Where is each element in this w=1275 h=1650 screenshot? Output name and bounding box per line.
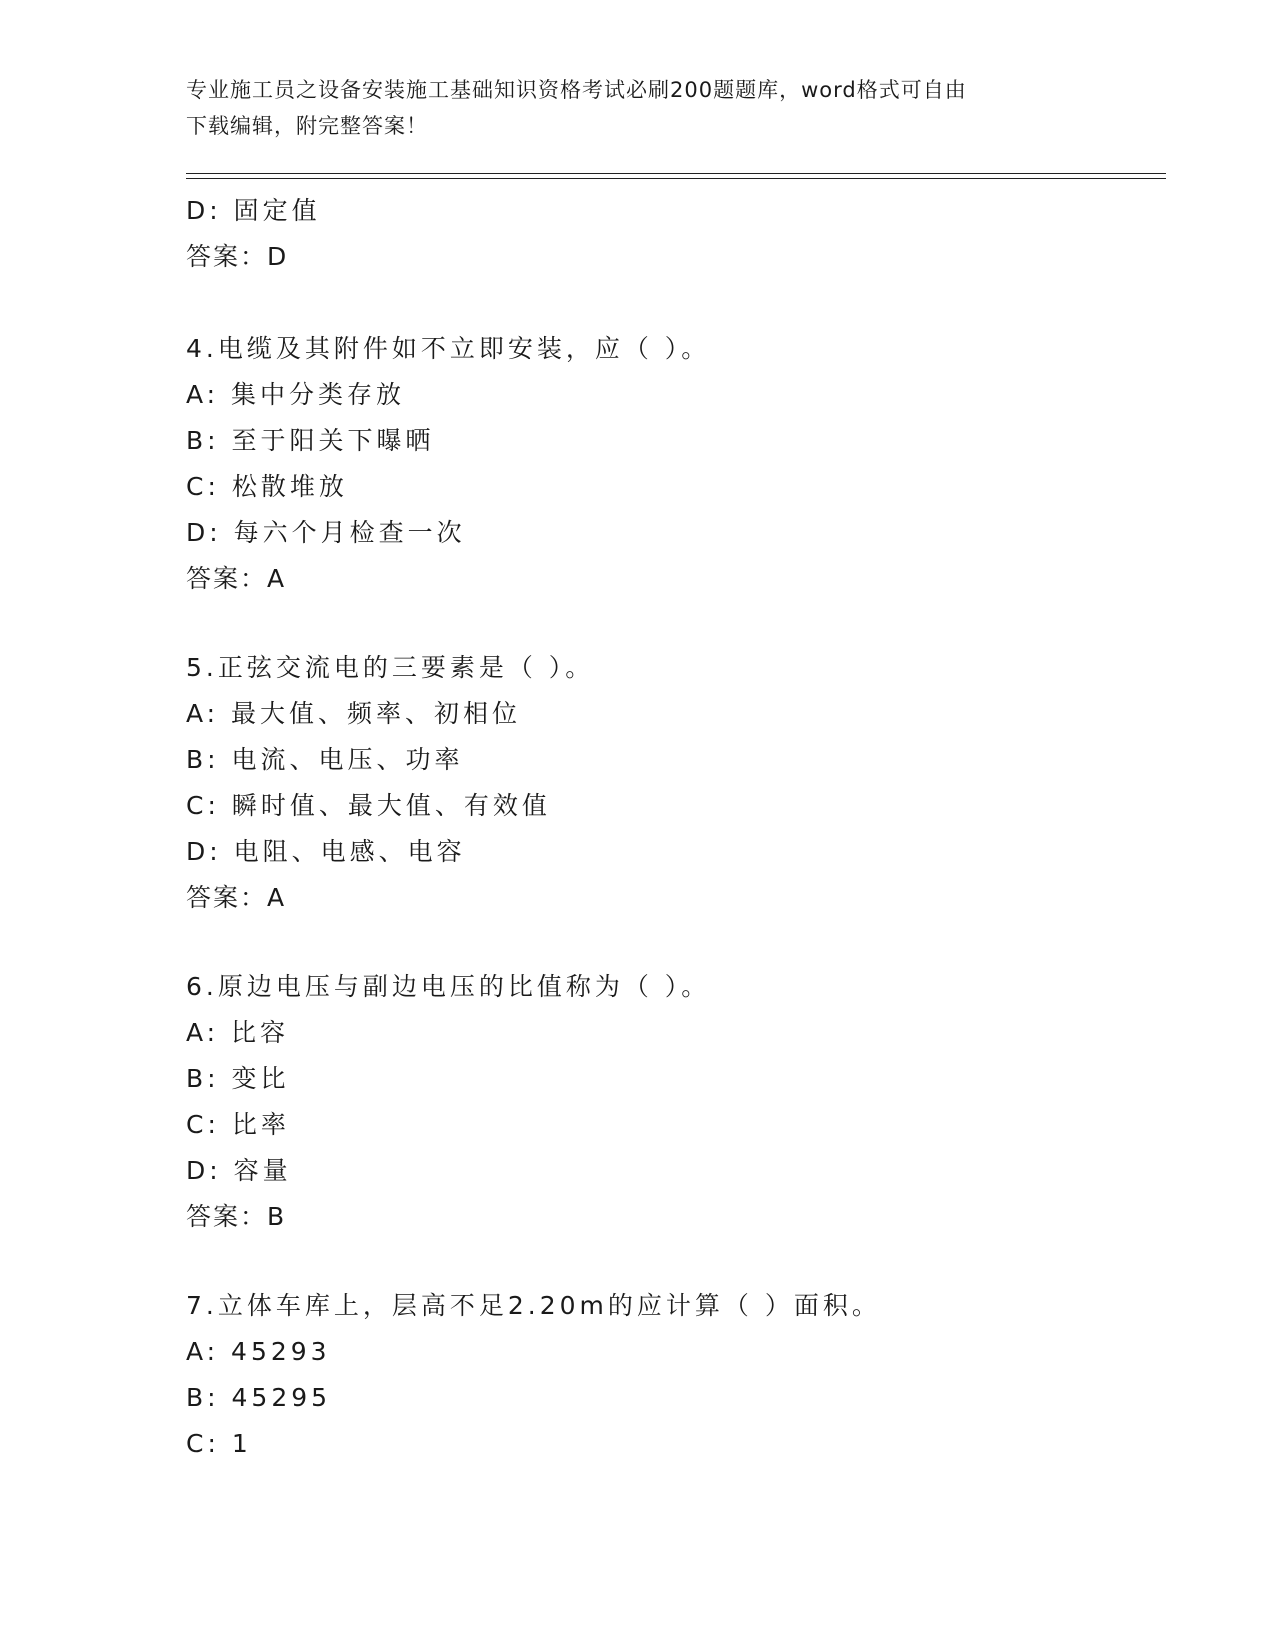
answer: 答案：A	[186, 883, 287, 912]
question-7	[186, 1283, 1166, 1467]
question-list	[186, 188, 1166, 1467]
header-divider-bottom	[186, 178, 1166, 179]
header-title-line-1: 专业施工员之设备安装施工基础知识资格考试必刷200题题库，word格式可自由	[186, 78, 967, 102]
option-a: A: 最大值、频率、初相位	[186, 699, 522, 728]
option-b: B: 变比	[186, 1064, 290, 1093]
question-stem: 6.原边电压与副边电压的比值称为（ ）。	[186, 972, 711, 1001]
option-c: C: 1	[186, 1429, 252, 1458]
q3-option-d: D: 固定值	[186, 196, 321, 225]
option-b: B: 至于阳关下曝晒	[186, 426, 435, 455]
question-stem: 5.正弦交流电的三要素是（ ）。	[186, 653, 595, 682]
option-d: D: 电阻、电感、电容	[186, 837, 466, 866]
document-header	[186, 72, 1086, 144]
header-title-line-2: 下载编辑，附完整答案！	[186, 114, 428, 138]
option-c: C: 比率	[186, 1110, 290, 1139]
q3-answer: 答案：D	[186, 242, 289, 271]
option-b: B: 电流、电压、功率	[186, 745, 464, 774]
answer: 答案：A	[186, 564, 287, 593]
option-c: C: 瞬时值、最大值、有效值	[186, 791, 551, 820]
option-c: C: 松散堆放	[186, 472, 348, 501]
answer: 答案：B	[186, 1202, 287, 1231]
question-stem: 7.立体车库上，层高不足2.20m的应计算（ ）面积。	[186, 1291, 881, 1320]
option-a: A: 集中分类存放	[186, 380, 406, 409]
question-stem: 4.电缆及其附件如不立即安装，应（ ）。	[186, 334, 711, 363]
question-4	[186, 326, 1166, 602]
header-divider-top	[186, 173, 1166, 174]
question-5	[186, 645, 1166, 921]
option-a: A: 45293	[186, 1337, 331, 1366]
question-6	[186, 964, 1166, 1240]
option-d: D: 每六个月检查一次	[186, 518, 466, 547]
option-a: A: 比容	[186, 1018, 290, 1047]
option-b: B: 45295	[186, 1383, 332, 1412]
option-d: D: 容量	[186, 1156, 292, 1185]
